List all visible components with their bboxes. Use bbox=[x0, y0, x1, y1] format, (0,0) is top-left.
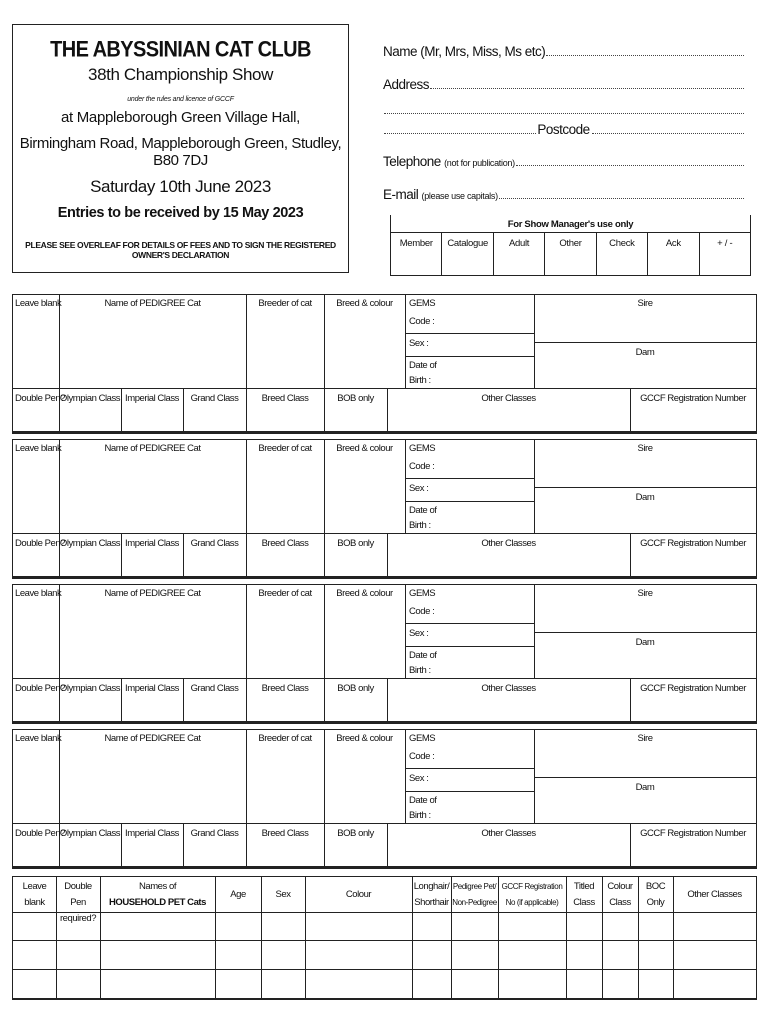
breed-class-label: Breed Class bbox=[261, 683, 309, 694]
grand-class-label: Grand Class bbox=[190, 393, 239, 404]
manager-col-ack[interactable]: Ack bbox=[648, 233, 699, 275]
venue-line-2: Birmingham Road, Mappleborough Green, Studley, B80 7DJ bbox=[19, 135, 342, 169]
birth-label: Birth : bbox=[409, 810, 431, 821]
double-pen-label: Double Pen? bbox=[15, 683, 65, 694]
sire-label: Sire bbox=[637, 298, 653, 309]
gems-label: GEMS bbox=[409, 588, 436, 599]
olympian-class-label: Olympian Class bbox=[59, 538, 121, 549]
olympian-class-label: Olympian Class bbox=[59, 683, 121, 694]
show-date: Saturday 10th June 2023 bbox=[90, 177, 271, 196]
bob-only-label: BOB only bbox=[337, 538, 374, 549]
other-classes-label: Other Classes bbox=[481, 683, 536, 694]
leave-blank-label: Leave blank bbox=[15, 298, 62, 309]
breed-colour-label: Breed & colour bbox=[336, 733, 393, 744]
overleaf-note: PLEASE SEE OVERLEAF FOR DETAILS OF FEES AND TO SIGN THE REGISTERED OWNER'S DECLARATION bbox=[25, 240, 336, 260]
code-label: Code : bbox=[409, 606, 435, 617]
dam-label: Dam bbox=[635, 637, 655, 648]
birth-label: Birth : bbox=[409, 520, 431, 531]
pets-pedigree-header: Pedigree Pet/ Non-Pedigree bbox=[452, 882, 497, 907]
pets-sex-header: Sex bbox=[275, 889, 291, 900]
email-field[interactable] bbox=[383, 187, 744, 202]
pets-boc-header: BOC Only bbox=[645, 881, 666, 908]
code-label: Code : bbox=[409, 316, 435, 327]
gccf-registration-label: GCCF Registration Number bbox=[640, 538, 746, 549]
leave-blank-label: Leave blank bbox=[15, 733, 62, 744]
date-of-label: Date of bbox=[409, 360, 437, 371]
grand-class-label: Grand Class bbox=[190, 828, 239, 839]
grand-class-label: Grand Class bbox=[190, 538, 239, 549]
address-line-1[interactable] bbox=[430, 88, 744, 89]
imperial-class-label: Imperial Class bbox=[125, 683, 179, 694]
pets-hair-header: Longhair/ Shorthair bbox=[413, 881, 450, 908]
other-classes-label: Other Classes bbox=[481, 538, 536, 549]
manager-col-check[interactable]: Check bbox=[597, 233, 648, 275]
olympian-class-label: Olympian Class bbox=[59, 393, 121, 404]
breed-colour-label: Breed & colour bbox=[336, 298, 393, 309]
double-pen-label: Double Pen? bbox=[15, 393, 65, 404]
double-pen-label: Double Pen? bbox=[15, 538, 65, 549]
telephone-line[interactable] bbox=[516, 165, 744, 166]
dam-label: Dam bbox=[635, 347, 655, 358]
show-name: 38th Championship Show bbox=[88, 65, 273, 84]
postcode-line[interactable] bbox=[592, 133, 744, 134]
date-of-label: Date of bbox=[409, 505, 437, 516]
household-pets-table[interactable] bbox=[12, 876, 757, 1000]
email-note: (please use capitals) bbox=[421, 191, 498, 201]
breed-colour-label: Breed & colour bbox=[336, 588, 393, 599]
gems-label: GEMS bbox=[409, 733, 436, 744]
rules-note: under the rules and licence of GCCF bbox=[127, 96, 234, 103]
olympian-class-label: Olympian Class bbox=[59, 828, 121, 839]
pets-colour-class-header: Colour Class bbox=[607, 881, 633, 908]
postcode-row[interactable] bbox=[383, 122, 744, 137]
show-manager-title: For Show Manager's use only bbox=[507, 219, 634, 230]
address-field[interactable] bbox=[383, 77, 744, 92]
sire-label: Sire bbox=[637, 443, 653, 454]
imperial-class-label: Imperial Class bbox=[125, 393, 179, 404]
manager-col-catalogue[interactable]: Catalogue bbox=[442, 233, 493, 275]
breeder-label: Breeder of cat bbox=[258, 443, 312, 454]
address-field-2[interactable] bbox=[383, 101, 744, 117]
imperial-class-label: Imperial Class bbox=[125, 828, 179, 839]
address-label: Address bbox=[383, 77, 430, 92]
code-label: Code : bbox=[409, 461, 435, 472]
code-label: Code : bbox=[409, 751, 435, 762]
pedigree-name-label: Name of PEDIGREE Cat bbox=[104, 588, 201, 599]
telephone-note: (not for publication) bbox=[444, 158, 515, 168]
pedigree-name-label: Name of PEDIGREE Cat bbox=[104, 443, 201, 454]
imperial-class-label: Imperial Class bbox=[125, 538, 179, 549]
birth-label: Birth : bbox=[409, 375, 431, 386]
breed-colour-label: Breed & colour bbox=[336, 443, 393, 454]
telephone-label: Telephone (not for publication) bbox=[383, 154, 515, 169]
address-line-2[interactable] bbox=[384, 113, 744, 114]
bob-only-label: BOB only bbox=[337, 828, 374, 839]
telephone-field[interactable] bbox=[383, 154, 744, 169]
pets-colour-header: Colour bbox=[345, 889, 372, 900]
other-classes-label: Other Classes bbox=[481, 828, 536, 839]
sex-label: Sex : bbox=[409, 483, 429, 494]
pets-other-classes-header: Other Classes bbox=[687, 889, 742, 900]
date-of-label: Date of bbox=[409, 650, 437, 661]
date-of-label: Date of bbox=[409, 795, 437, 806]
pedigree-name-label: Name of PEDIGREE Cat bbox=[104, 298, 201, 309]
other-classes-label: Other Classes bbox=[481, 393, 536, 404]
bob-only-label: BOB only bbox=[337, 683, 374, 694]
breed-class-label: Breed Class bbox=[261, 828, 309, 839]
leave-blank-label: Leave blank bbox=[15, 443, 62, 454]
pets-titled-header: Titled Class bbox=[573, 881, 595, 908]
sex-label: Sex : bbox=[409, 628, 429, 639]
gems-label: GEMS bbox=[409, 443, 436, 454]
pets-gccf-header: GCCF Registration No (if applicable) bbox=[501, 882, 563, 907]
pets-age-header: Age bbox=[230, 889, 246, 900]
manager-col-member[interactable]: Member bbox=[391, 233, 442, 275]
pets-double-pen-header: Double Pen required? bbox=[59, 881, 97, 924]
manager-col-other[interactable]: Other bbox=[545, 233, 596, 275]
gems-label: GEMS bbox=[409, 298, 436, 309]
name-line[interactable] bbox=[546, 55, 744, 56]
name-label: Name (Mr, Mrs, Miss, Ms etc) bbox=[383, 44, 546, 59]
postcode-label: Postcode bbox=[537, 122, 590, 137]
show-title-box bbox=[12, 24, 349, 273]
show-manager-row bbox=[391, 232, 750, 275]
pedigree-entry-1[interactable] bbox=[12, 294, 757, 434]
gccf-registration-label: GCCF Registration Number bbox=[640, 683, 746, 694]
breeder-label: Breeder of cat bbox=[258, 298, 312, 309]
sex-label: Sex : bbox=[409, 773, 429, 784]
dam-label: Dam bbox=[635, 782, 655, 793]
pedigree-entry-2[interactable] bbox=[12, 439, 757, 579]
pedigree-entry-4[interactable] bbox=[12, 729, 757, 869]
sire-label: Sire bbox=[637, 588, 653, 599]
breed-class-label: Breed Class bbox=[261, 538, 309, 549]
email-line[interactable] bbox=[499, 198, 744, 199]
pedigree-name-label: Name of PEDIGREE Cat bbox=[104, 733, 201, 744]
address-line-3[interactable] bbox=[384, 133, 536, 134]
birth-label: Birth : bbox=[409, 665, 431, 676]
pets-names-header: Names of HOUSEHOLD PET Cats bbox=[109, 881, 206, 908]
leave-blank-label: Leave blank bbox=[15, 588, 62, 599]
show-manager-box bbox=[390, 215, 751, 276]
gccf-registration-label: GCCF Registration Number bbox=[640, 393, 746, 404]
sex-label: Sex : bbox=[409, 338, 429, 349]
club-name: THE ABYSSINIAN CAT CLUB bbox=[50, 37, 311, 63]
breeder-label: Breeder of cat bbox=[258, 588, 312, 599]
name-field[interactable] bbox=[383, 44, 744, 59]
pets-leave-blank-header: Leave blank bbox=[22, 881, 47, 908]
breed-class-label: Breed Class bbox=[261, 393, 309, 404]
breeder-label: Breeder of cat bbox=[258, 733, 312, 744]
gccf-registration-label: GCCF Registration Number bbox=[640, 828, 746, 839]
pedigree-entry-3[interactable] bbox=[12, 584, 757, 724]
sire-label: Sire bbox=[637, 733, 653, 744]
manager-col-adult[interactable]: Adult bbox=[494, 233, 545, 275]
bob-only-label: BOB only bbox=[337, 393, 374, 404]
email-label: E-mail (please use capitals) bbox=[383, 187, 498, 202]
manager-col-plus-minus[interactable]: + / - bbox=[717, 238, 733, 249]
dam-label: Dam bbox=[635, 492, 655, 503]
venue-line-1: at Mappleborough Green Village Hall, bbox=[60, 109, 301, 126]
double-pen-label: Double Pen? bbox=[15, 828, 65, 839]
entry-deadline: Entries to be received by 15 May 2023 bbox=[57, 205, 304, 221]
grand-class-label: Grand Class bbox=[190, 683, 239, 694]
